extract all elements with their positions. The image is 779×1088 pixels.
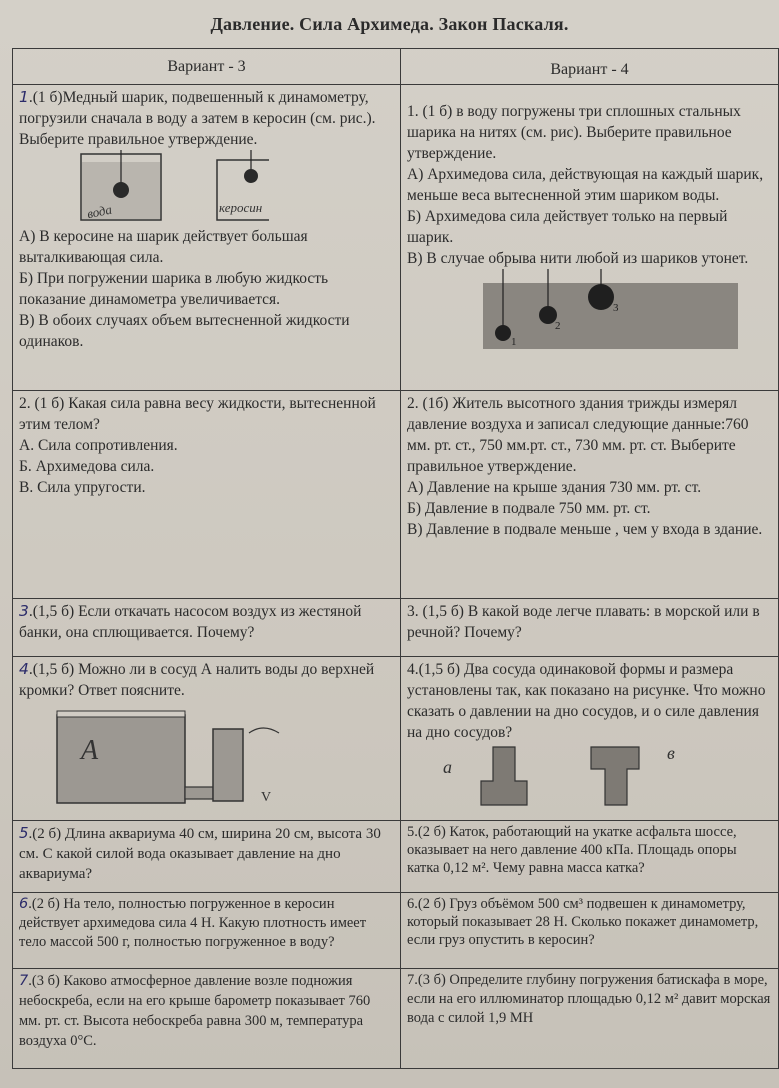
v3-task-2-option-b: Б. Архимедова сила. [19, 458, 155, 475]
ball-3-label: 3 [613, 302, 619, 314]
water-ball [113, 182, 129, 198]
vessel-wide-top [591, 747, 639, 805]
v3-task-7-text: .(3 б) Каково атмосферное давление возле подножия небоскреба, если на его крыше барометр показывает 760 мм. рт. ст. Высота небоскреба равна 300 м, температура воздуха 0°С. [19, 973, 371, 1049]
v3-task-2 [13, 391, 401, 599]
v4-task-3 [401, 599, 779, 657]
v4-task-2-option-a: А) Давление на крыше здания 730 мм. рт. ст. [407, 479, 702, 496]
v4-task-1-option-a: А) Архимедова сила, действующая на каждый шарик, меньше веса вытесненной этим шариком воды. [407, 166, 764, 204]
v4-task-2-option-b: Б) Давление в подвале 750 мм. рт. ст. [407, 500, 651, 517]
v4-task-4 [401, 657, 779, 821]
task-row-4 [13, 657, 779, 821]
v3-task-1 [13, 85, 401, 391]
page-title: Давление. Сила Архимеда. Закон Паскаля. [210, 14, 569, 34]
v4-task-4-text: 4.(1,5 б) Два сосуда одинаковой формы и размера установлены так, как показано на рисунке. Что можно сказать о давлении на дно сосудов, и о силе давления на дно сосудов? [407, 661, 766, 741]
handwritten-number-7: 7 [19, 973, 29, 989]
v3-task-1-figure [19, 150, 394, 226]
kerosene-ball [244, 169, 258, 183]
vessel-narrow-top [481, 747, 527, 805]
task-row-6 [13, 893, 779, 969]
v3-task-2-option-c: В. Сила упругости. [19, 479, 146, 496]
v4-task-2 [401, 391, 779, 599]
handwritten-number-5: 5 [19, 824, 29, 842]
v4-task-1-option-c: В) В случае обрыва нити любой из шариков утонет. [407, 250, 749, 267]
task-row-5 [13, 821, 779, 893]
v3-task-6-text: .(2 б) На тело, полностью погруженное в керосин действует архимедова сила 4 Н. Какую плотность имеет тело массой 500 г, полностью погруженное в воду? [19, 896, 367, 950]
v3-task-5 [13, 821, 401, 893]
ball-1 [495, 325, 511, 341]
v3-task-1-option-c: В) В обоих случаях объем вытесненной жидкости одинаков. [19, 312, 350, 350]
task-row-2 [13, 391, 779, 599]
arrow-curve [249, 728, 279, 733]
v3-task-1-option-b: Б) При погружении шарика в любую жидкость показание динамометра увеличивается. [19, 270, 329, 308]
v3-task-4 [13, 657, 401, 821]
v3-task-4-text: .(1,5 б) Можно ли в сосуд А налить воды до верхней кромки? Ответ поясните. [19, 661, 375, 699]
variant-4-header: Вариант - 4 [401, 49, 779, 85]
tasks-table [12, 48, 779, 1069]
handwritten-number-6: 6 [19, 896, 29, 912]
vessel-b-mark: в [667, 743, 675, 763]
handwritten-number-4: 4 [19, 660, 29, 678]
v4-task-1-stem: 1. (1 б) в воду погружены три сплошных стальных шарика на нитях (см. рис). Выберите правильное утверждение. [407, 103, 741, 162]
v3-task-5-text: .(2 б) Длина аквариума 40 см, ширина 20 см, высота 30 см. С какой силой вода оказывает давление на дно аквариума? [19, 826, 381, 882]
ball-2-label: 2 [555, 320, 561, 332]
variant-3-header: Вариант - 3 [13, 49, 401, 85]
vessel-tube [213, 729, 243, 801]
v4-task-3-text: 3. (1,5 б) В какой воде легче плавать: в морской или в речной? Почему? [407, 603, 760, 641]
v4-task-1 [401, 85, 779, 391]
handwritten-number-1: 1 [19, 88, 29, 106]
water-kerosene-ball-drawing [19, 150, 269, 226]
communicating-vessels-drawing [53, 707, 353, 807]
v3-task-2-option-a: А. Сила сопротивления. [19, 437, 178, 454]
two-vessels-drawing [417, 743, 737, 807]
ball-3 [588, 284, 614, 310]
task-row-7 [13, 969, 779, 1069]
v3-task-1-option-a: А) В керосине на шарик действует большая выталкивающая сила. [19, 228, 308, 266]
v4-task-6-text: 6.(2 б) Груз объёмом 500 см³ подвешен к динамометру, который показывает 28 Н. Сколько покажет динамометр, если груз опустить в керосин? [407, 896, 759, 948]
task-row-3 [13, 599, 779, 657]
water-label: вода [85, 201, 114, 222]
v4-task-5 [401, 821, 779, 893]
kerosene-label: керосин [219, 200, 263, 215]
v3-task-3-text: .(1,5 б) Если откачать насосом воздух из жестяной банки, она сплющивается. Почему? [19, 603, 362, 641]
vessel-a-rim [57, 711, 185, 717]
vessel-a-label: A [81, 735, 99, 766]
v4-task-6 [401, 893, 779, 969]
v4-task-5-text: 5.(2 б) Каток, работающий на укатке асфальта шоссе, оказывает на него давление 400 кПа. Площадь опоры катка 0,12 м². Чему равна масса катка? [407, 824, 737, 876]
v4-task-7 [401, 969, 779, 1069]
vessel-a [57, 715, 185, 803]
ball-1-label: 1 [511, 336, 517, 348]
header-row [13, 49, 779, 85]
v4-task-1-option-b: Б) Архимедова сила действует только на первый шарик. [407, 208, 728, 246]
v3-task-7 [13, 969, 401, 1069]
three-balls-drawing [473, 269, 753, 351]
task-row-1 [13, 85, 779, 391]
v3-task-2-stem: 2. (1 б) Какая сила равна весу жидкости, вытесненной этим телом? [19, 395, 376, 433]
handwritten-number-3: 3 [19, 602, 29, 620]
v4-task-7-text: 7.(3 б) Определите глубину погружения батискафа в море, если на его иллюминатор площадью 0,12 м² давит морская вода с силой 1,9 МН [407, 972, 771, 1026]
connecting-tube [185, 787, 213, 799]
v3-task-3 [13, 599, 401, 657]
v4-task-2-stem: 2. (1б) Житель высотного здания трижды измерял давление воздуха и записал следующие данные:760 мм. рт. ст., 750 мм.рт. ст., 730 мм. рт. ст. Выберите правильное утверждение. [407, 395, 749, 475]
vessel-a-mark: а [443, 757, 452, 777]
v3-task-1-stem: .(1 б)Медный шарик, подвешенный к динамометру, погрузили сначала в воду а затем в керосин (см. рис.). Выберите правильное утверждение. [19, 89, 376, 148]
v3-task-6 [13, 893, 401, 969]
vessel-v-label: V [261, 790, 272, 805]
v4-task-2-option-c: В) Давление в подвале меньше , чем у входа в здание. [407, 521, 763, 538]
